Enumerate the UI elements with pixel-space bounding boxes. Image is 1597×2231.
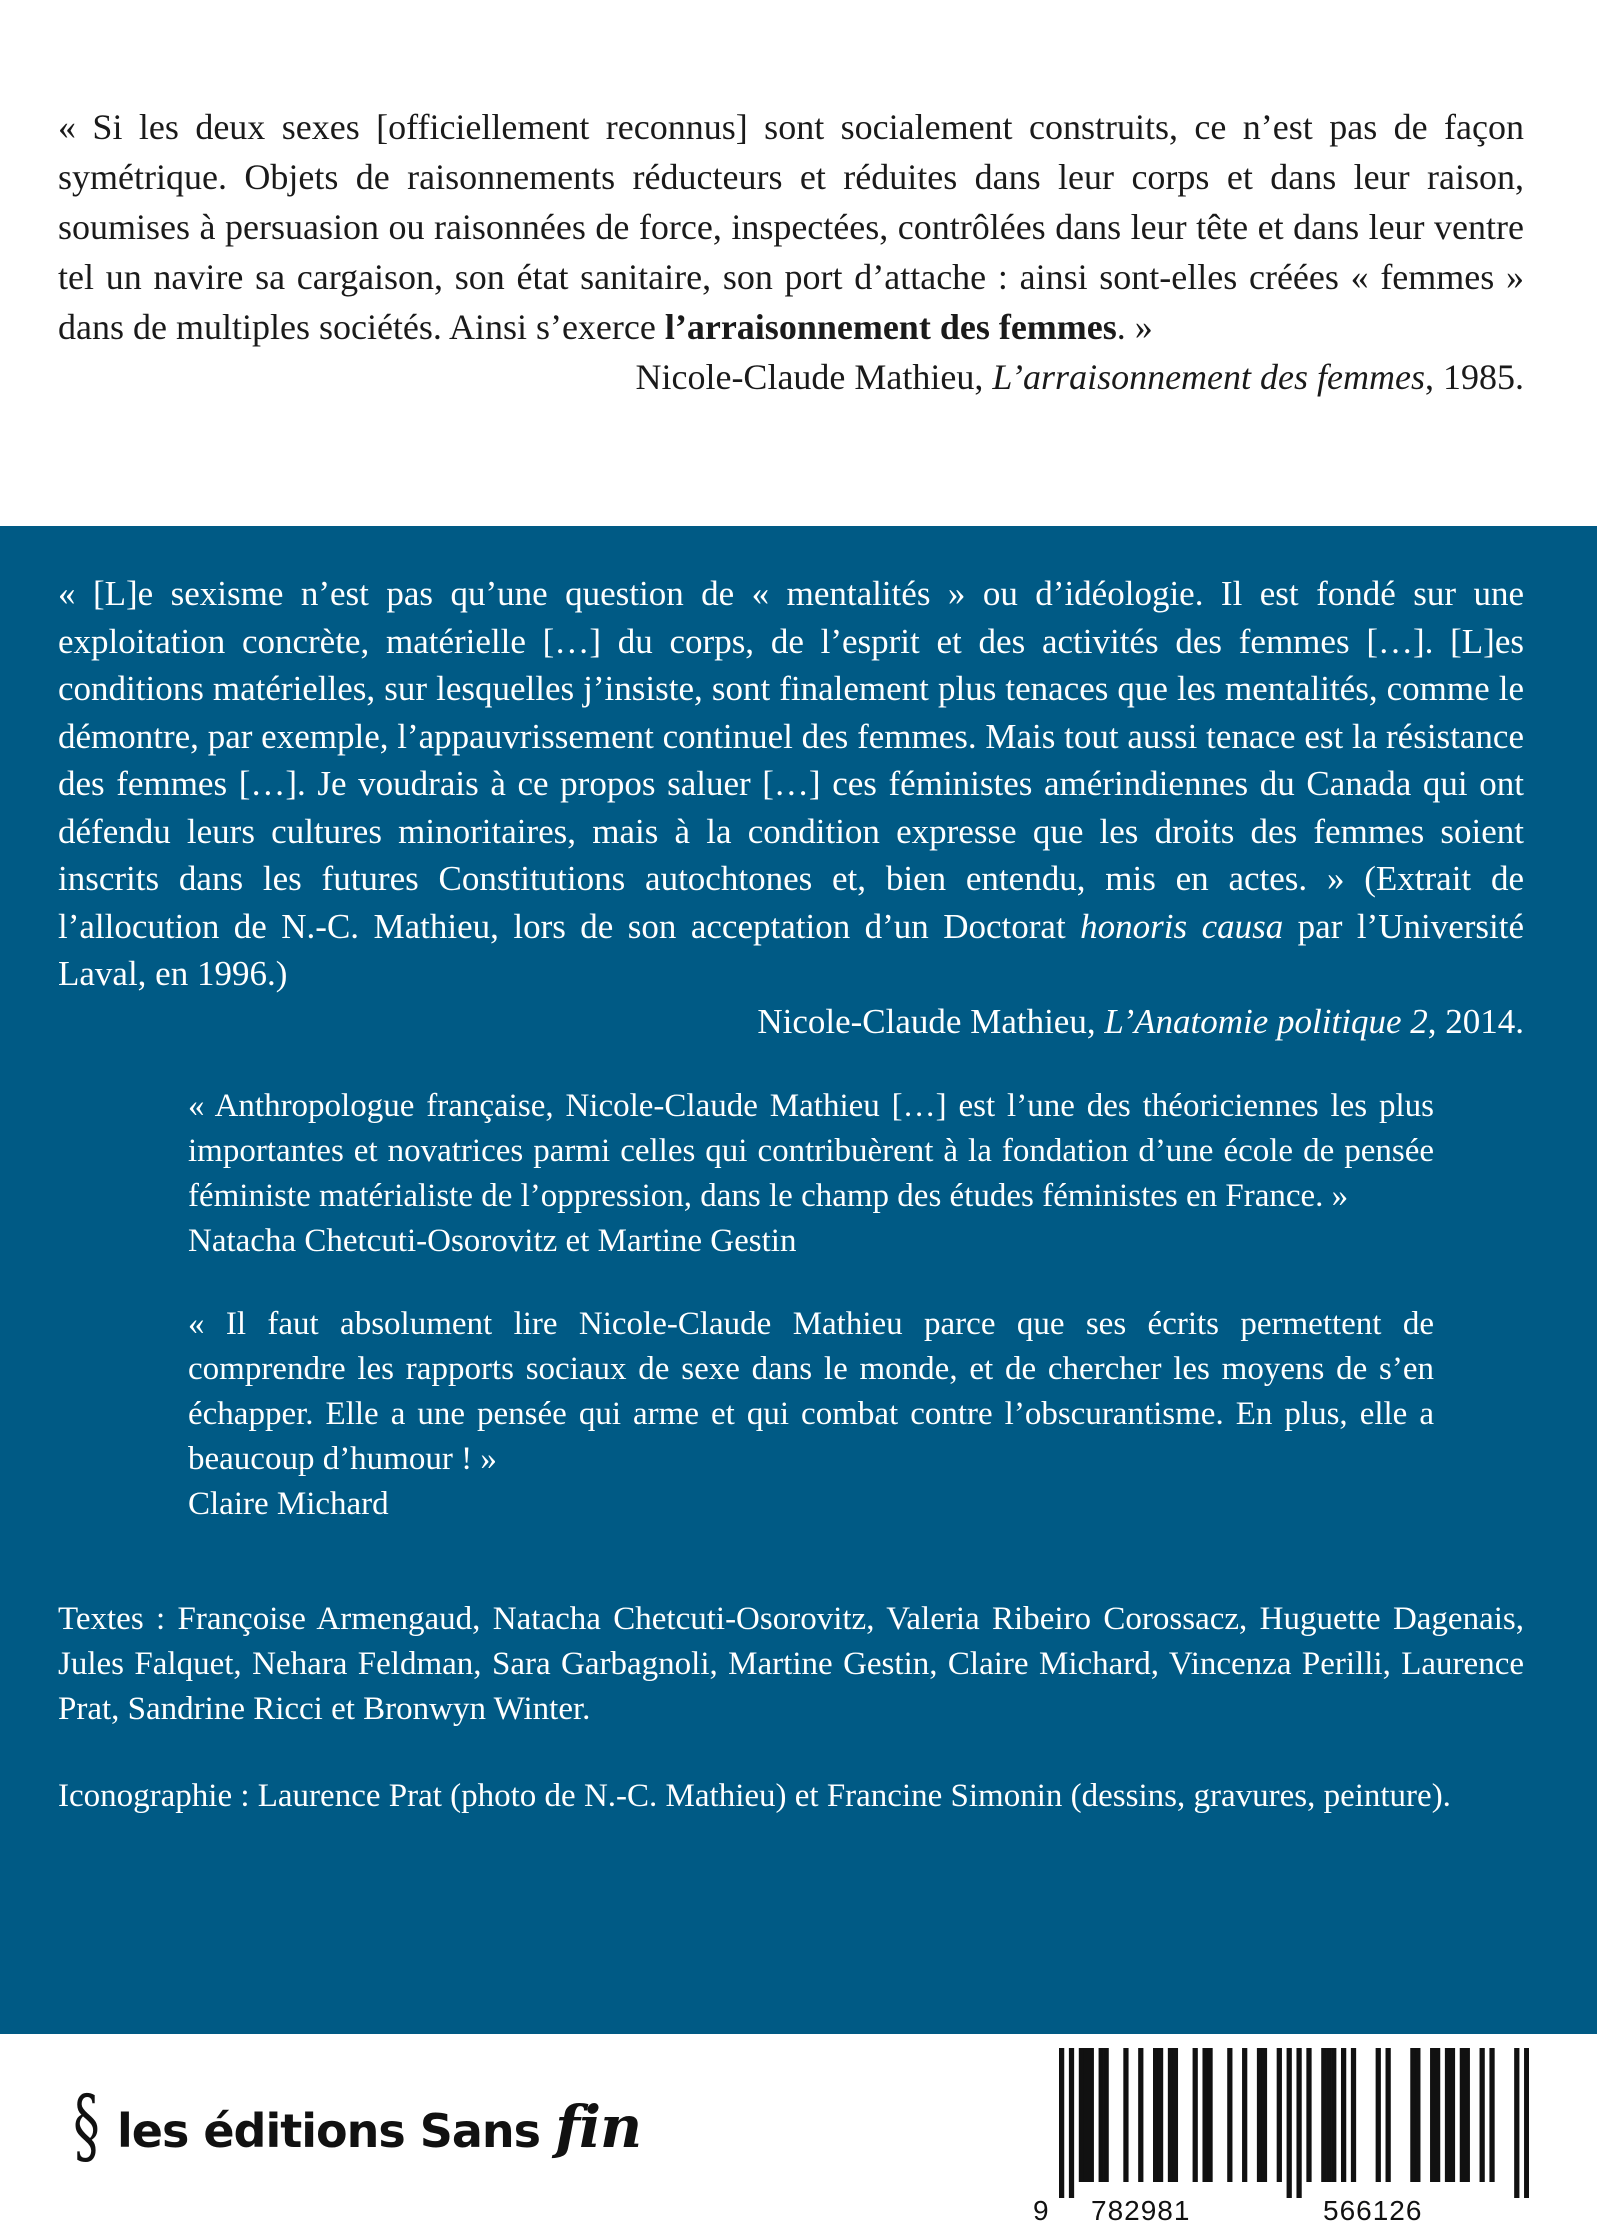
barcode-bar — [1257, 2048, 1262, 2182]
barcode-bar — [1138, 2048, 1143, 2182]
barcode-bar — [1351, 2048, 1356, 2182]
barcode-bar — [1524, 2048, 1529, 2198]
barcode-bar — [1168, 2048, 1173, 2182]
barcode-bar — [1306, 2048, 1311, 2182]
section-sign-logo-icon: § — [73, 2079, 100, 2174]
barcode-bar — [1480, 2048, 1485, 2182]
barcode-bar — [1277, 2048, 1282, 2182]
quote-attribution: Nicole-Claude Mathieu, L’arraisonnement des femmes, 1985. — [635, 357, 1524, 397]
barcode-bar — [1069, 2048, 1074, 2198]
barcode-bar — [1173, 2048, 1178, 2182]
barcode-bar — [1207, 2048, 1212, 2182]
barcode-bar — [1489, 2048, 1494, 2182]
barcode-bar — [1287, 2048, 1292, 2198]
barcode-bar — [1410, 2048, 1415, 2182]
quote-attribution: Natacha Chetcuti-Osorovitz et Martine Gestin — [188, 1222, 797, 1259]
barcode-bar — [1445, 2048, 1450, 2182]
quote-bold-phrase: l’arraisonnement des femmes — [664, 307, 1117, 347]
barcode-bar — [1202, 2048, 1207, 2182]
barcode-bar — [1059, 2048, 1064, 2198]
barcode-bar — [1386, 2048, 1391, 2182]
barcode-bar — [1514, 2048, 1519, 2198]
barcode-bar — [1089, 2048, 1094, 2182]
quote-michard: « Il faut absolument lire Nicole-Claude Mathieu parce que ses écrits permettent de comprendre les rapports sociaux de sexe dans le monde, et de chercher les moyens de s’en échapper. Elle a une pensée qui arme et qui combat contre l’obscurantisme. En plus, elle a beaucoup d’humour ! » Claire Michard — [188, 1302, 1434, 1527]
barcode-group2: 566126 — [1323, 2195, 1423, 2226]
barcode-bar — [1104, 2048, 1109, 2182]
publisher-logo — [66, 2079, 642, 2174]
blue-band — [0, 526, 1597, 2034]
barcode-bar — [1450, 2048, 1455, 2182]
isbn-barcode — [1033, 2048, 1537, 2228]
credits-iconography: Iconographie : Laurence Prat (photo de N.-C. Mathieu) et Francine Simonin (dessins, gravures, peinture). — [58, 1777, 1451, 1814]
barcode-group1: 782981 — [1091, 2195, 1191, 2226]
barcode-bar — [1123, 2048, 1128, 2182]
quote-sexisme: « [L]e sexisme n’est pas qu’une question de « mentalités » ou d’idéologie. Il est fondé sur une exploitation concrète, matérielle […] du corps, de l’esprit et des activités des femmes […]. [L]es conditions matérielles, sur lesquelles j’insiste, sont finalement plus tenaces que les mentalités, comme le démontre, par exemple, l’appauvrissement continuel des femmes. Mais tout aussi tenace est la résistance des femmes […]. Je voudrais à ce propos saluer […] ces féministes amérindiennes du Canada qui ont défendu leurs cultures minoritaires, mais à la condition expresse que les droits des femmes soient inscrits dans les futures Constitutions autochtones et, bien entendu, mis en actes. » (Extrait de l’allocution de N.-C. Mathieu, lors de son acceptation d’un Doctorat honoris causa par l’Université Laval, en 1996.) — [58, 574, 1524, 993]
barcode-bar — [1326, 2048, 1331, 2182]
top-quote-section — [58, 102, 1524, 402]
barcode-bar — [1099, 2048, 1104, 2182]
barcode-bar — [1079, 2048, 1084, 2182]
barcode-digit-lead: 9 — [1033, 2195, 1050, 2226]
barcode-bar — [1465, 2048, 1470, 2182]
quote-attribution: Nicole-Claude Mathieu, L’Anatomie politique 2, 2014. — [757, 1001, 1524, 1041]
blue-band-content — [58, 570, 1524, 1819]
barcode-bar — [1376, 2048, 1381, 2182]
barcode-bar — [1430, 2048, 1435, 2182]
barcode-bar — [1158, 2048, 1163, 2182]
credits-texts: Textes : Françoise Armengaud, Natacha Chetcuti-Osorovitz, Valeria Ribeiro Corossacz, Huguette Dagenais, Jules Falquet, Nehara Feldman, Sara Garbagnoli, Martine Gestin, Claire Michard, Vincenza Perilli, Laurence Prat, Sandrine Ricci et Bronwyn Winter. — [58, 1600, 1524, 1727]
barcode-bars-icon — [1059, 2048, 1529, 2198]
barcode-bar — [1415, 2048, 1420, 2182]
quote-anthropologue: « Anthropologue française, Nicole-Claude Mathieu […] est l’une des théoriciennes les plus importantes et novatrices parmi celles qui contribuèrent à la fondation d’une école de pensée féministe matérialiste de l’oppression, dans le champ des études féministes en France. » Natacha Chetcuti-Osorovitz et Martine Gestin — [188, 1084, 1434, 1264]
footer — [0, 2034, 1597, 2231]
quote-attribution: Claire Michard — [188, 1485, 389, 1522]
barcode-bar — [1262, 2048, 1267, 2182]
barcode-bar — [1321, 2048, 1326, 2182]
barcode-bar — [1084, 2048, 1089, 2182]
barcode-bar — [1341, 2048, 1346, 2182]
barcode-bar — [1296, 2048, 1301, 2198]
credits — [58, 1597, 1524, 1819]
barcode-bar — [1242, 2048, 1247, 2182]
barcode-bar — [1460, 2048, 1465, 2182]
barcode-bar — [1331, 2048, 1336, 2182]
barcode-bar — [1193, 2048, 1198, 2182]
publisher-name: les éditions Sans fin — [117, 2093, 642, 2161]
barcode-bar — [1227, 2048, 1232, 2182]
barcode-bar — [1153, 2048, 1158, 2182]
barcode-bar — [1435, 2048, 1440, 2182]
quote-arraisonnement: « Si les deux sexes [officiellement reconnus] sont socialement construits, ce n’est pas de façon symétrique. Objets de raisonnements réducteurs et réduites dans leur corps et dans leur raison, soumises à persuasion ou raisonnées de force, inspectées, contrôlées dans leur tête et dans leur ventre tel un navire sa cargaison, son état sanitaire, son port d’attache : ainsi sont-elles créées « femmes » dans de multiples sociétés. Ainsi s’exerce l’arraisonnement des femmes. » — [58, 107, 1524, 347]
